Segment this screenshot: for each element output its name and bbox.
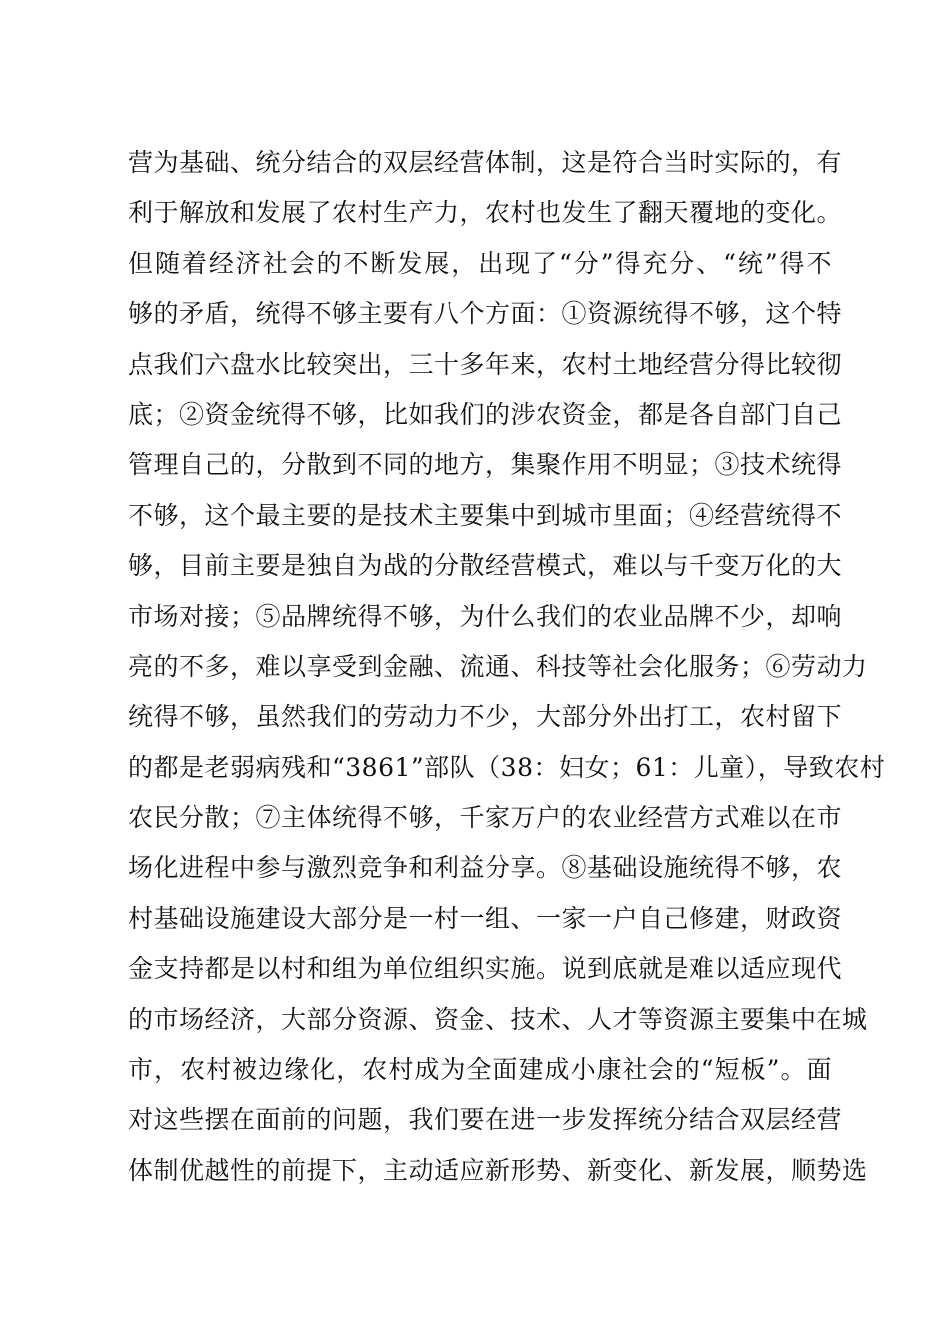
text-line: 点我们六盘水比较突出，三十多年来，农村土地经营分得比较彻 bbox=[128, 349, 843, 379]
text-line: 体制优越性的前提下，主动适应新形势、新变化、新发展，顺势选 bbox=[128, 1155, 868, 1185]
text-line: 利于解放和发展了农村生产力，农村也发生了翻天覆地的变化。 bbox=[128, 198, 843, 228]
text-line: 统得不够，虽然我们的劳动力不少，大部分外出打工，农村留下 bbox=[128, 702, 843, 732]
text-line: 不够，这个最主要的是技术主要集中到城市里面；④经营统得不 bbox=[128, 500, 843, 530]
text-line: 营为基础、统分结合的双层经营体制，这是符合当时实际的，有 bbox=[128, 148, 843, 177]
text-line: 底；②资金统得不够，比如我们的涉农资金，都是各自部门自己 bbox=[128, 399, 843, 429]
text-line: 金支持都是以村和组为单位组织实施。说到底就是难以适应现代 bbox=[128, 954, 843, 984]
text-line: 的都是老弱病残和“3861”部队（38：妇女；61：儿童），导致农村 bbox=[128, 752, 886, 782]
text-line: 的市场经济，大部分资源、资金、技术、人才等资源主要集中在城 bbox=[128, 1004, 868, 1034]
text-line: 农民分散；⑦主体统得不够，千家万户的农业经营方式难以在市 bbox=[128, 803, 843, 833]
text-line: 够，目前主要是独自为战的分散经营模式，难以与千变万化的大 bbox=[128, 551, 843, 581]
text-line: 够的矛盾，统得不够主要有八个方面：①资源统得不够，这个特 bbox=[128, 299, 843, 329]
text-line: 管理自己的，分散到不同的地方，集聚作用不明显；③技术统得 bbox=[128, 450, 843, 480]
text-line: 市场对接；⑤品牌统得不够，为什么我们的农业品牌不少，却响 bbox=[128, 601, 843, 631]
text-line: 场化进程中参与激烈竞争和利益分享。⑧基础设施统得不够，农 bbox=[128, 853, 843, 883]
body-paragraph bbox=[128, 138, 886, 1196]
text-line: 市，农村被边缘化，农村成为全面建成小康社会的“短板”。面 bbox=[128, 1055, 832, 1085]
text-line: 亮的不多，难以享受到金融、流通、科技等社会化服务；⑥劳动力 bbox=[128, 651, 868, 681]
text-line: 村基础设施建设大部分是一村一组、一家一户自己修建，财政资 bbox=[128, 903, 843, 933]
text-line: 但随着经济社会的不断发展，出现了“分”得充分、“统”得不 bbox=[128, 248, 832, 278]
text-line: 对这些摆在面前的问题，我们要在进一步发挥统分结合双层经营 bbox=[128, 1105, 843, 1135]
